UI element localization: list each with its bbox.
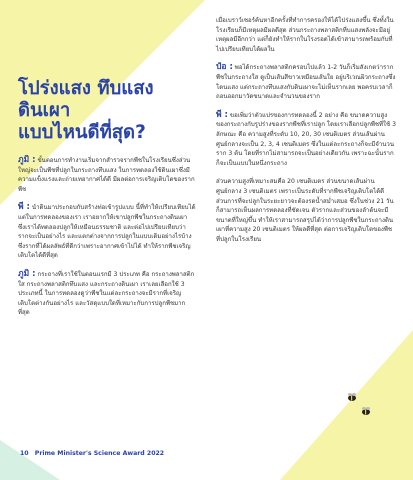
page-number: 10 <box>20 450 29 457</box>
paragraph-text: พอได้กระถางพลาสติกครอบไปแล้ว 1-2 วันก็เริ่มสังเกตว่ารากพืชในกระถางใส ดูเป็นเส้นสีขาวเหมือนเส้นใย อยู่บริเวณผิวกระถางซึ่งโดนแสง แต่กระถางทึบแสงกับดินเผาจะไม่เห็นรากเลย พอครบเวลาก็ถอนออกมาวัดขนาดและจำนวนของราก <box>216 64 396 101</box>
left-column <box>18 78 196 327</box>
page-footer <box>20 450 164 457</box>
interview-paragraph <box>18 203 196 261</box>
paragraph-text: กระถางที่เราใช้ในตอนแรกมี 3 ประเภท คือ กระถางพลาสติกใส กระถางพลาสติกทึบแสง และกระถางดินเผา เราเลยเลือกใช้ 3 ประเภทนี้ ในการทดลองดูว่าพืชในแต่ละกระถางจะมีรากที่เจริญเติบโตต่างกันอย่างไร และวัสดุแบบใดที่เหมาะกับการปลูกพืชมากที่สุด <box>18 270 195 317</box>
title-line: ดินเผา <box>18 100 71 121</box>
publication-name: Prime Minister's Science Award 2022 <box>34 450 165 457</box>
bee-icon <box>346 392 358 402</box>
speaker-label: ป๋อ : <box>216 62 233 73</box>
speaker-label: พี : <box>216 109 228 120</box>
right-column <box>216 16 396 253</box>
title-line: โปร่งแสง ทึบแสง <box>18 78 154 99</box>
article-title <box>18 78 196 144</box>
interview-paragraph <box>216 177 396 244</box>
speaker-label: พี : <box>18 202 30 213</box>
interview-paragraph <box>216 111 396 169</box>
bee-icon <box>360 406 372 416</box>
paragraph-text: นำดินมาประกอบกับสร้างท่อเข้ารูปแบบ นี้ที่ทำให้เปรียบเทียบได้ แต่ในการทดลองของเรา เราอยากให้เขาปลูกพืชในกระถางดินเผา ซึ่งเราได้ทดลองปลูกให้เหมือนธรรมชาติ และต่อไปเปรียบเทียบว่ารากจะเป็นอย่างไร และแตกต่างจากการปลูกในแบบเดิมอย่างไรบ้าง ซึ่งรากที่ได้ผลลัพธ์ที่ดีกว่าเพราะอากาศเข้าไปได้ ทำให้รากพืชเจริญเติบโตได้ดีที่สุด <box>18 204 196 260</box>
speaker-label: ภูมิ : <box>18 268 36 279</box>
interview-paragraph <box>18 270 196 318</box>
paragraph-text: ส่วนความสูงที่เหมาะสมคือ 20 เซนติเมตร ส่วนขนาดเส้นผ่านศูนย์กลาง 3 เซนติเมตร เพราะเป็นระดับที่รากพืชเจริญเติบโตได้ดี ส่วนการที่จะปลูกในระยะยาวจะต้องรดน้ำสม่ำเสมอ ซึ่งในช่วง 21 วันก็สามารถเห็นผลการทดลองที่ชัดเจน ตัวรากและส่วนของลำต้นจะมีขนาดที่ใหญ่ขึ้น ทำให้เราสามารถสรุปได้ว่าการปลูกพืชในกระถางดินเผาที่ความสูง 20 เซนติเมตร ให้ผลดีที่สุด ต่อการเจริญเติบโตของพืชที่ปลูกในโรงเรียน <box>216 178 394 243</box>
intro-paragraph: เมื่อเบราว์เซอร์ค้นหาอีกครั้งที่ทำการครองให้ได้โปร่งแสงขึ้น ซึ่งทั้งในโรงเรียนก็มีเหตุผลมีผลดีสุด ส่วนกระถางพลาสติกที่บแสงพลังจะมีอยู่เหตุผลมีอีกกว่า แต่ก็ยังทำให้รากในโรงรอดได้เข้าสามารถพร้อมกับที่ไปเปรียบเทียบได้ผลใน <box>216 17 394 53</box>
speaker-label: ภูมิ : <box>18 155 36 165</box>
paragraph-text: ขั้นตอนการทำงานเริ่มจากสำรวจรากพืชในโรงเรียนซึ่งส่วนใหญ่จะเป็นพืชที่ปลูกในกระถางทึบแสง ในการทดลองใช้ดินเผาซึ่งมีความแข็งแรงและถ่ายเทอากาศได้ดี มีผลต่อการเจริญเติบโตของรากพืช <box>18 157 195 193</box>
interview-paragraph <box>18 156 196 194</box>
interview-paragraph <box>216 63 396 101</box>
title-line: แบบไหนดีที่สุด? <box>18 122 146 143</box>
paragraph-text: ขอเพิ่มว่าตัวแปรของการทดลองนี้ 2 อย่าง คือ ขนาดความสูงของกระถางกับรูปร่างของรากพืชที่เราปลูก โดยเราเลือกปลูกพืชที่ใช้ 3 ลักษณะ คือ ความสูงที่ระดับ 10, 20, 30 เซนติเมตร ส่วนเส้นผ่านศูนย์กลางจะเป็น 2, 3, 4 เซนติเมตร ซึ่งในแต่ละกระถางก็จะมีจำนวนราก 3 ต้น โดยที่รากไม่สามารถจะเป็นอย่างเดียวกัน เพราะฉะนั้นรากก็จะเป็นแบบในหนึ่งกระถาง <box>216 111 396 167</box>
